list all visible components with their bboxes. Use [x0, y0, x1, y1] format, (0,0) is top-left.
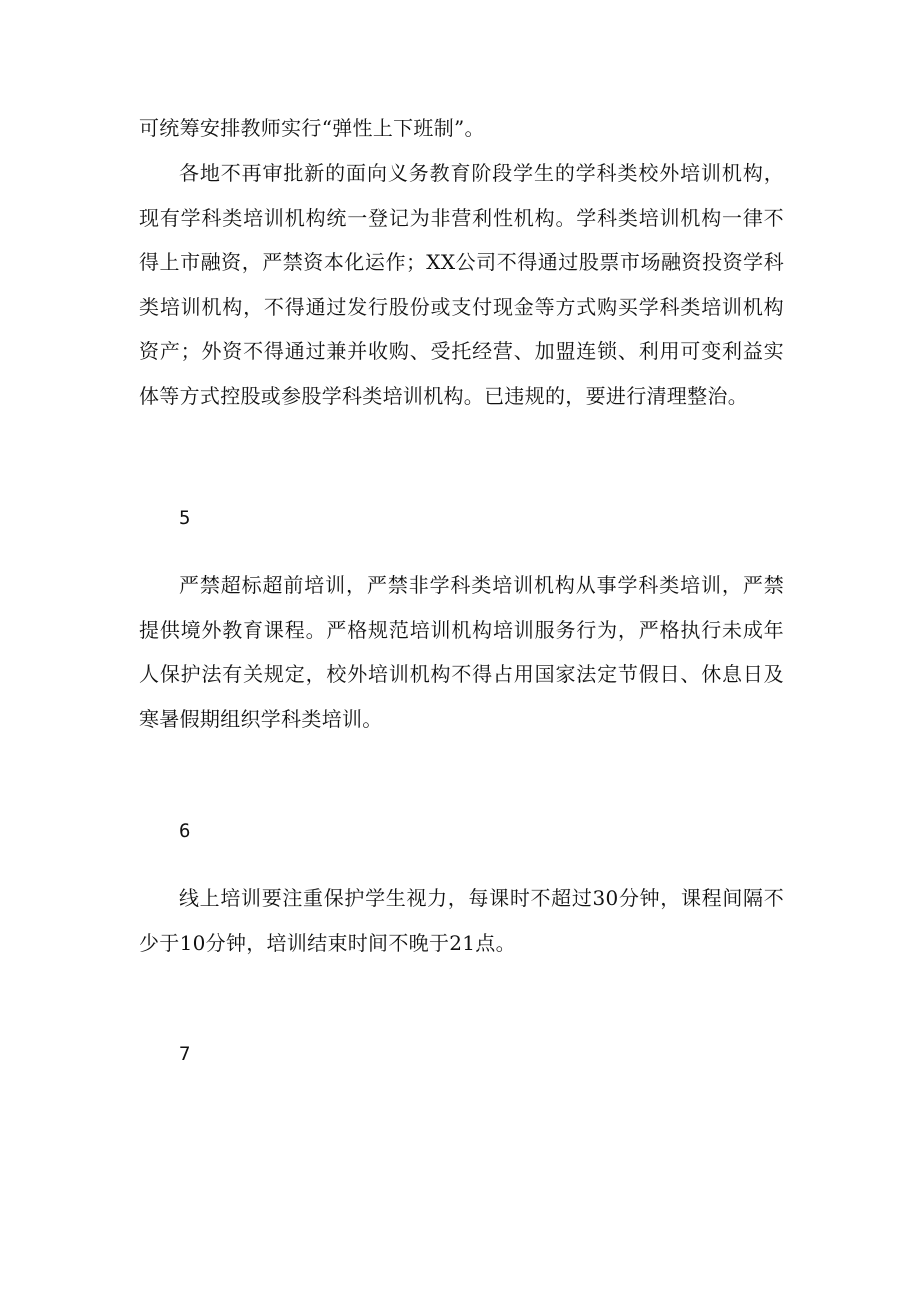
section-number-7: 7: [179, 1043, 191, 1065]
paragraph-online-training: 线上培训要注重保护学生视力，每课时不超过30分钟，课程间隔不少于10分钟，培训结束时间不晚于21点。: [139, 886, 784, 955]
paragraph-flexible-schedule: 可统筹安排教师实行“弹性上下班制”。: [139, 116, 485, 140]
section-number-6: 6: [179, 820, 191, 842]
paragraph-training-restrictions: 严禁超标超前培训，严禁非学科类培训机构从事学科类培训，严禁提供境外教育课程。严格规范培训机构培训服务行为，严格执行未成年人保护法有关规定，校外培训机构不得占用国家法定节假日、休息日及寒暑假期组织学科类培训。: [139, 573, 784, 731]
section-number-5: 5: [179, 507, 191, 529]
paragraph-institution-registration: 各地不再审批新的面向义务教育阶段学生的学科类校外培训机构，现有学科类培训机构统一登记为非营利性机构。学科类培训机构一律不得上市融资，严禁资本化运作；XX公司不得通过股票市场融资投资学科类培训机构，不得通过发行股份或支付现金等方式购买学科类培训机构资产；外资不得通过兼并收购、受托经营、加盟连锁、利用可变利益实体等方式控股或参股学科类培训机构。已违规的，要进行清理整治。: [139, 161, 784, 408]
